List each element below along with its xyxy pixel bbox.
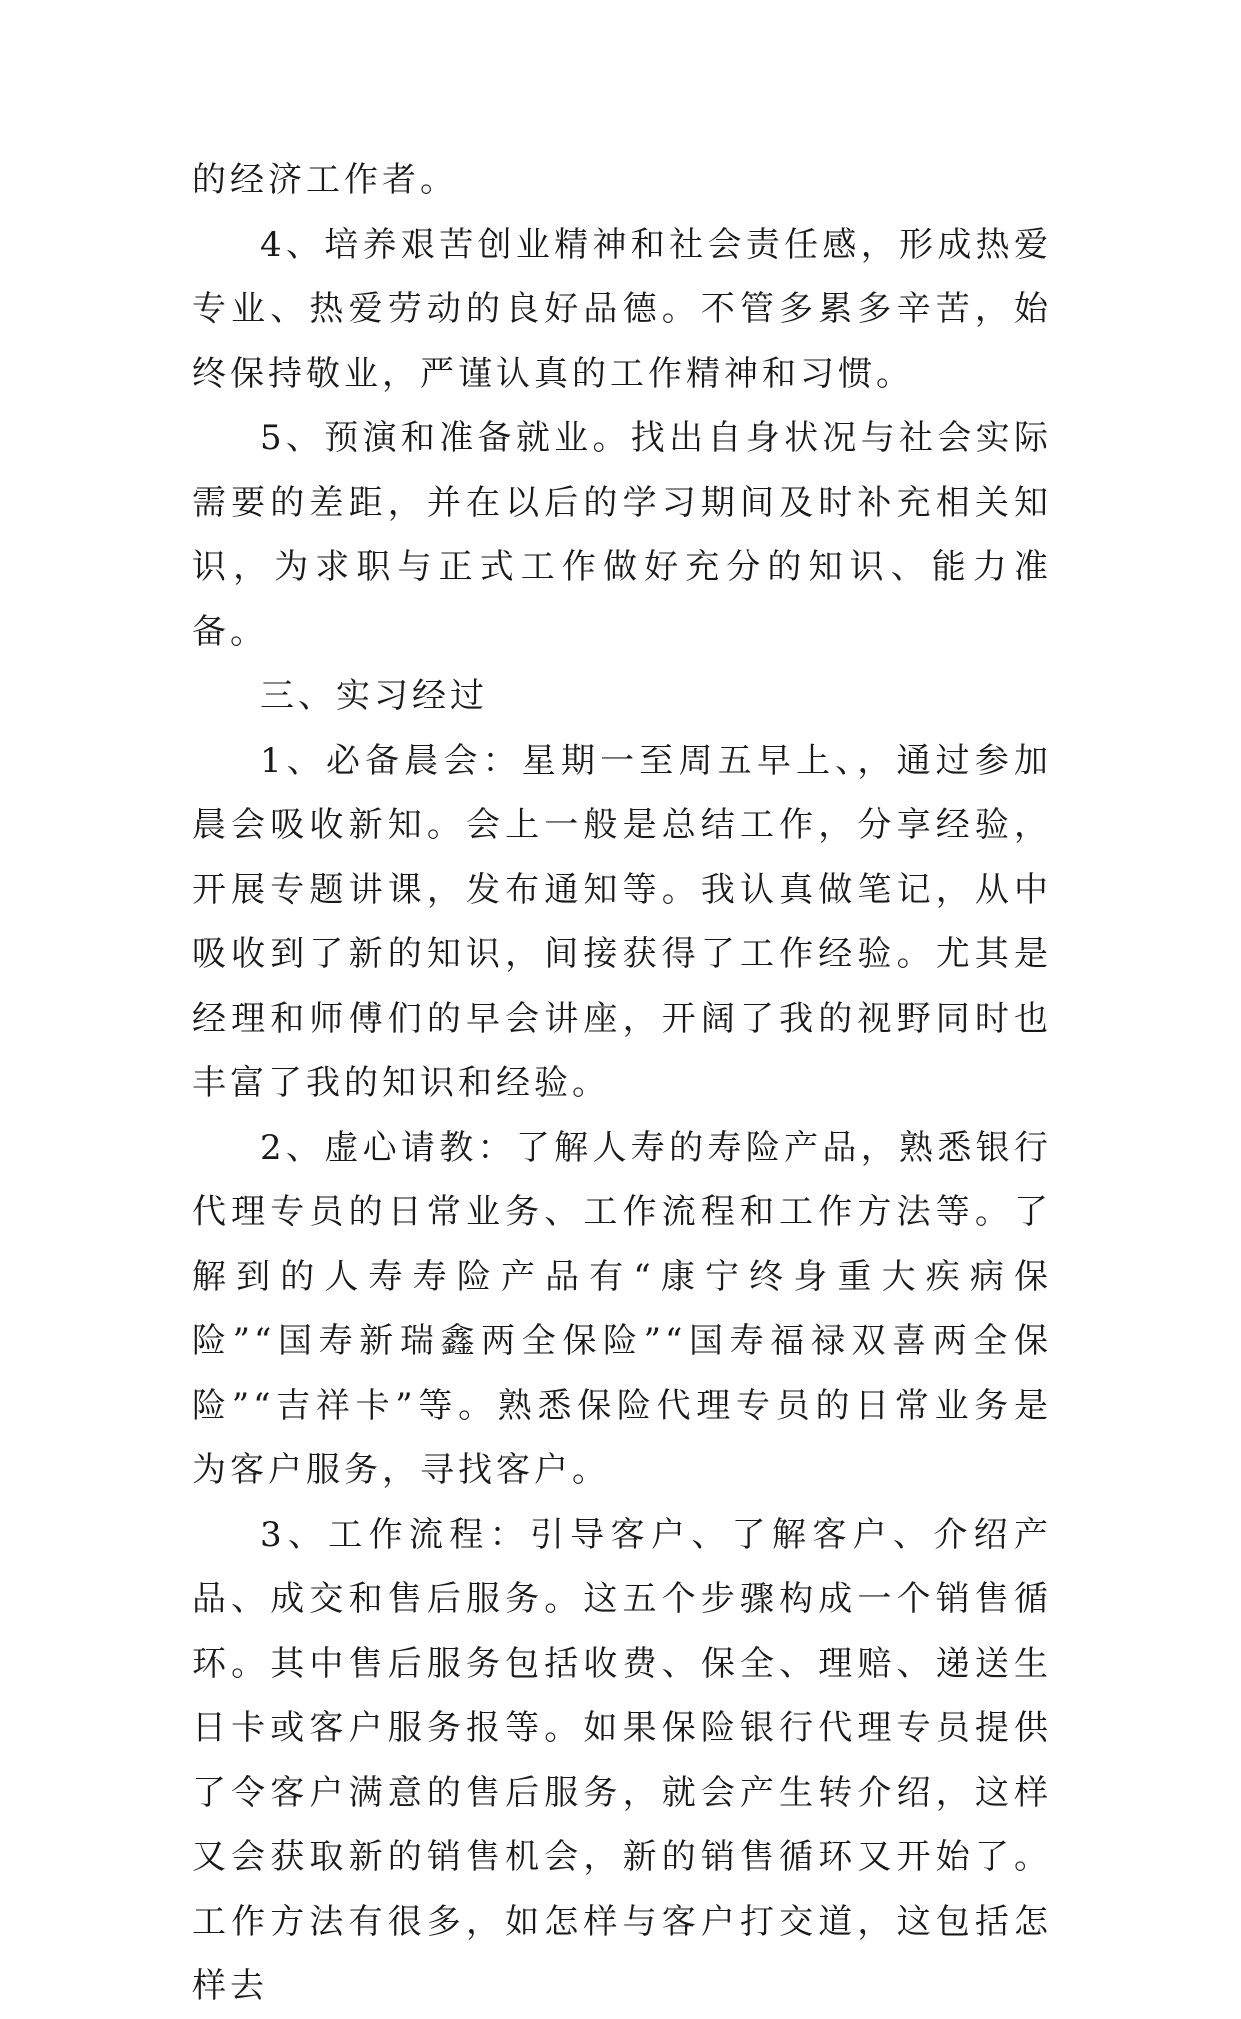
paragraph-continuation: 的经济工作者。 (192, 160, 458, 200)
paragraph-item-4: 4、培养艰苦创业精神和社会责任感，形成热爱专业、热爱劳动的良好品德。不管多累多辛苦，始终保持敬业，严谨认真的工作精神和习惯。 (192, 224, 1052, 394)
paragraph-morning-meeting: 1、必备晨会：星期一至周五早上、，通过参加晨会吸收新知。会上一般是总结工作，分享经验，开展专题讲课，发布通知等。我认真做笔记，从中吸收到了新的知识，间接获得了工作经验。尤其是经理和师傅们的早会讲座，开阔了我的视野同时也丰富了我的知识和经验。 (192, 740, 1052, 1103)
section-heading-internship-process: 三、实习经过 (260, 676, 488, 716)
paragraph-work-process: 3、工作流程：引导客户、了解客户、介绍产品、成交和售后服务。这五个步骤构成一个销售循环。其中售后服务包括收费、保全、理赔、递送生日卡或客户服务报等。如果保险银行代理专员提供了令客户满意的售后服务，就会产生转介绍，这样又会获取新的销售机会，新的销售循环又开始了。工作方法有很多，如怎样与客户打交道，这包括怎样去 (192, 1514, 1052, 2006)
paragraph-ask-for-advice: 2、虚心请教：了解人寿的寿险产品，熟悉银行代理专员的日常业务、工作流程和工作方法等。了解到的人寿寿险产品有“康宁终身重大疾病保险”“国寿新瑞鑫两全保险”“国寿福禄双喜两全保险”“吉祥卡”等。熟悉保险代理专员的日常业务是为客户服务，寻找客户。 (192, 1127, 1052, 1490)
document-body (192, 148, 1052, 2019)
paragraph-item-5: 5、预演和准备就业。找出自身状况与社会实际需要的差距，并在以后的学习期间及时补充相关知识，为求职与正式工作做好充分的知识、能力准备。 (192, 418, 1052, 652)
